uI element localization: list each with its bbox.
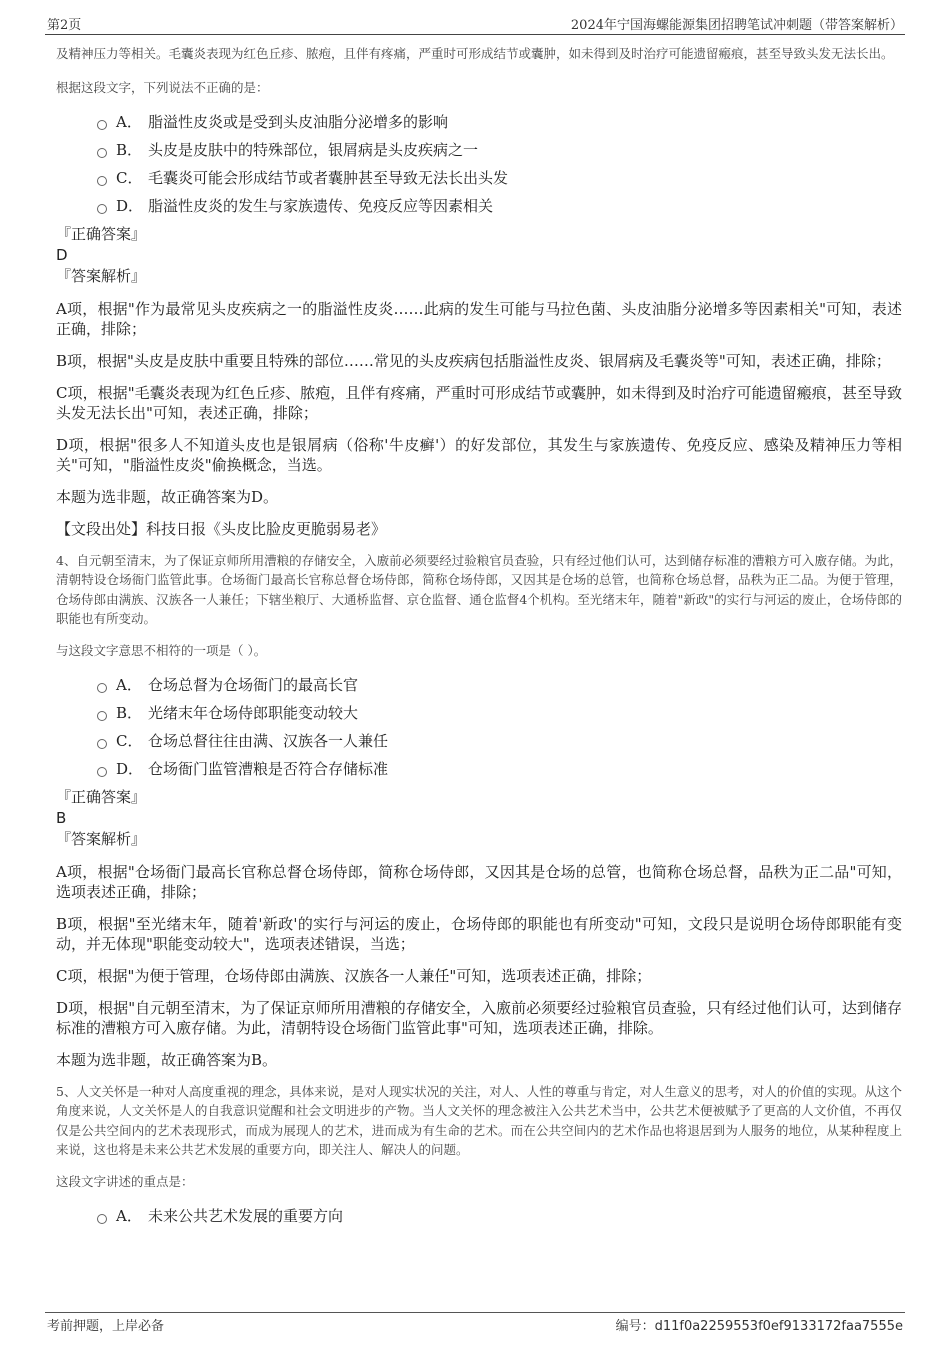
q3-answer-label: 『正确答案』 — [56, 224, 147, 243]
q4-analysis-d: D项，根据"自元朝至清末，为了保证京师所用漕粮的存储安全，入廒前必须要经过验粮官员查验，只有经过他们认可，达到储存标准的漕粮方可入廒存储。为此，清朝特设仓场衙门监管此事"可知，选项表述正确，排除。 — [56, 998, 902, 1037]
q4-option-a[interactable]: A． 仓场总督为仓场衙门的最高长官 — [56, 671, 902, 699]
q4-answer-label: 『正确答案』 — [56, 787, 147, 806]
q3-analysis-d: D项，根据"很多人不知道头皮也是银屑病（俗称'牛皮癣'）的好发部位，其发生与家族遗传、免疫反应、感染及精神压力等相关"可知，"脂溢性皮炎"偷换概念，当选。 — [56, 435, 902, 474]
q3-question: 根据这段文字，下列说法不正确的是： — [56, 79, 269, 95]
q4-analysis-b: B项，根据"至光绪末年，随着'新政'的实行与河运的废止，仓场侍郎的职能也有所变动"可知，文段只是说明仓场侍郎职能有变动，并无体现"职能变动较大"，选项表述错误，当选； — [56, 914, 902, 953]
radio-button[interactable] — [97, 683, 107, 693]
q3-option-b[interactable]: B． 头皮是皮肤中的特殊部位，银屑病是头皮疾病之一 — [56, 136, 902, 164]
q4-analysis-c: C项，根据"为便于管理，仓场侍郎由满族、汉族各一人兼任"可知，选项表述正确，排除； — [56, 966, 652, 985]
q3-option-a[interactable]: A． 脂溢性皮炎或是受到头皮油脂分泌增多的影响 — [56, 108, 902, 136]
page-header — [45, 10, 905, 35]
q4-conclusion: 本题为选非题，故正确答案为B。 — [56, 1050, 278, 1069]
q3-passage-tail: 及精神压力等相关。毛囊炎表现为红色丘疹、脓疱，且伴有疼痛，严重时可形成结节或囊肿，如未得到及时治疗可能遗留瘢痕，甚至导致头发无法长出。 — [56, 46, 894, 61]
page-content — [56, 38, 902, 1230]
q4-analysis-label: 『答案解析』 — [56, 829, 147, 848]
q4-passage: 4、自元朝至清末，为了保证京师所用漕粮的存储安全，入廒前必须要经过验粮官员查验，只有经过他们认可，达到储存标准的漕粮方可入廒存储。为此，清朝特设仓场衙门监管此事。仓场衙门最高长官称总督仓场侍郎，简称仓场侍郎，又因其是仓场的总管，也简称仓场总督，品秩为正二品。为便于管理，仓场侍郎由满族、汉族各一人兼任；下辖坐粮厅、大通桥监督、京仓监督、通仓监督4个机构。至光绪末年，随着"新政"的实行与河运的废止，仓场侍郎的职能也有所变动。 — [56, 552, 902, 626]
q4-option-c[interactable]: C． 仓场总督往往由满、汉族各一人兼任 — [56, 727, 902, 755]
radio-button[interactable] — [97, 711, 107, 721]
radio-button[interactable] — [97, 204, 107, 214]
radio-button[interactable] — [97, 739, 107, 749]
q4-analysis-a: A项，根据"仓场衙门最高长官称总督仓场侍郎，简称仓场侍郎，又因其是仓场的总管，也简称仓场总督，品秩为正二品"可知，选项表述正确，排除； — [56, 862, 902, 901]
q5-options — [56, 1202, 902, 1230]
q5-question: 这段文字讲述的重点是： — [56, 1173, 194, 1189]
q3-option-c[interactable]: C． 毛囊炎可能会形成结节或者囊肿甚至导致无法长出头发 — [56, 164, 902, 192]
radio-button[interactable] — [97, 1214, 107, 1224]
q4-options — [56, 671, 902, 783]
footer-slogan: 考前押题，上岸必备 — [47, 1319, 165, 1334]
document-id: 编号：d11f0a2259553f0ef9133172faa7555e — [615, 1319, 903, 1334]
q3-option-d[interactable]: D． 脂溢性皮炎的发生与家族遗传、免疫反应等因素相关 — [56, 192, 902, 220]
radio-button[interactable] — [97, 148, 107, 158]
radio-button[interactable] — [97, 767, 107, 777]
q3-analysis-label: 『答案解析』 — [56, 266, 147, 285]
q4-answer: B — [56, 808, 67, 827]
q3-analysis-a: A项，根据"作为最常见头皮疾病之一的脂溢性皮炎……此病的发生可能与马拉色菌、头皮油脂分泌增多等因素相关"可知，表述正确，排除； — [56, 299, 902, 338]
q3-analysis-c: C项，根据"毛囊炎表现为红色丘疹、脓疱，且伴有疼痛，严重时可形成结节或囊肿，如未得到及时治疗可能遗留瘢痕，甚至导致头发无法长出"可知，表述正确，排除； — [56, 383, 902, 422]
q5-option-a[interactable]: A． 未来公共艺术发展的重要方向 — [56, 1202, 902, 1230]
document-title: 2024年宁国海螺能源集团招聘笔试冲刺题（带答案解析） — [570, 18, 903, 33]
page-number: 第2页 — [47, 18, 82, 33]
q4-option-d[interactable]: D． 仓场衙门监管漕粮是否符合存储标准 — [56, 755, 902, 783]
q3-conclusion: 本题为选非题，故正确答案为D。 — [56, 487, 279, 506]
q4-question: 与这段文字意思不相符的一项是（ ）。 — [56, 642, 267, 658]
page-footer — [45, 1312, 905, 1333]
q3-source: 【文段出处】科技日报《头皮比脸皮更脆弱易老》 — [56, 519, 387, 538]
q5-passage: 5、人文关怀是一种对人高度重视的理念，具体来说，是对人现实状况的关注，对人、人性的尊重与肯定，对人生意义的思考，对人的价值的实现。从这个角度来说，人文关怀是人的自我意识觉醒和社会文明进步的产物。当人文关怀的理念被注入公共艺术当中，公共艺术便被赋予了更高的人文价值，不再仅仅是公共空间内的艺术表现形式，而成为展现人的艺术，进而成为有生命的艺术。而在公共空间内的艺术作品也将退居到为人服务的地位，从某种程度上来说，这也将是未来公共艺术发展的重要方向，即关注人、解决人的问题。 — [56, 1083, 902, 1157]
radio-button[interactable] — [97, 176, 107, 186]
radio-button[interactable] — [97, 120, 107, 130]
q4-option-b[interactable]: B． 光绪末年仓场侍郎职能变动较大 — [56, 699, 902, 727]
q3-answer: D — [56, 245, 68, 264]
q3-analysis-b: B项，根据"头皮是皮肤中重要且特殊的部位……常见的头皮疾病包括脂溢性皮炎、银屑病及毛囊炎等"可知，表述正确，排除； — [56, 351, 891, 370]
q3-options — [56, 108, 902, 220]
